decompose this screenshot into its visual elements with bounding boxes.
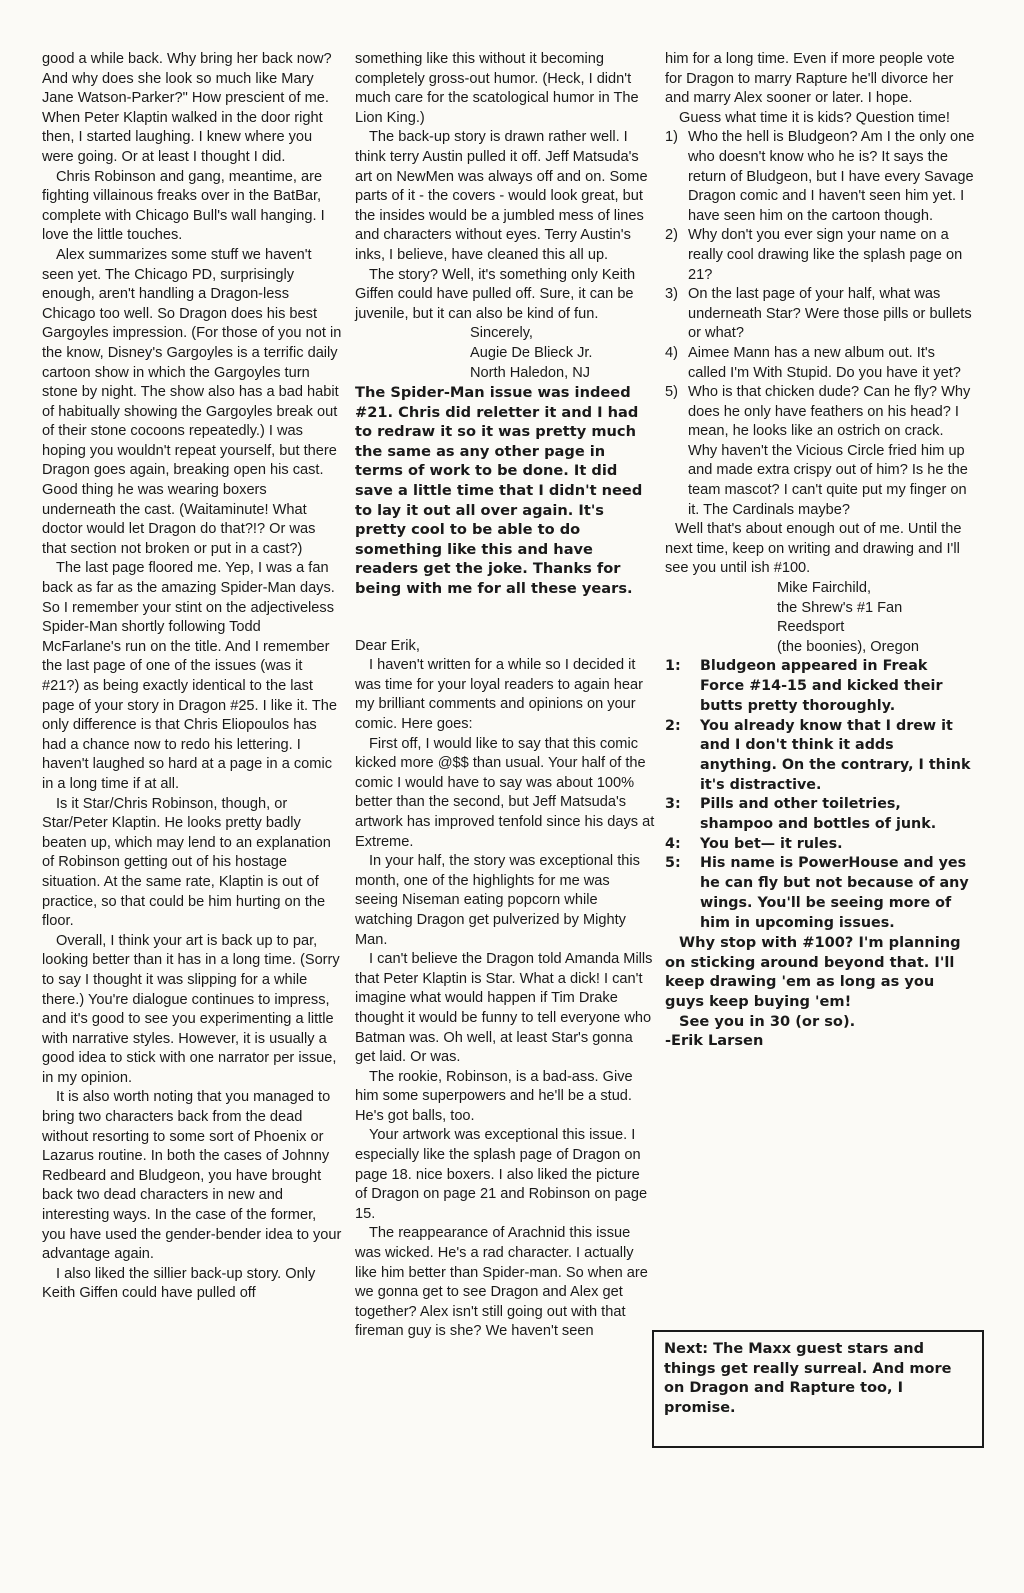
answer-number: 3:: [665, 796, 681, 813]
letter-paragraph: good a while back. Why bring her back now? And why does she look so much like Mary Jane Watson-Parker?" How prescient of me. When Peter Klaptin walked in the door right then, I started laughing. I knew where you were going. Or at least I thought I did.: [42, 51, 332, 165]
question-item: [665, 344, 975, 383]
answer-number: 5:: [665, 855, 681, 872]
letter-paragraph: I can't believe the Dragon told Amanda Mills that Peter Klaptin is Star. What a dick! I can't imagine what would happen if Tim Drake thought it would be funny to tell everyone who Batman was. Oh well, at least Star's gonna get laid. Or was.: [355, 951, 653, 1066]
signature-name: Augie De Blieck Jr.: [470, 344, 593, 361]
question-text: Who is that chicken dude? Can he fly? Why does he only have feathers on his head? I mean, he looks like an ostrich on crack. Why haven't the Vicious Circle fried him up and made extra crispy out of him? Is he the team mascot? I can't quite put my finger on it. The Cardinals maybe?: [688, 384, 971, 518]
answer-text: Pills and other toiletries, shampoo and bottles of junk.: [700, 796, 937, 833]
column-3: [665, 50, 975, 1051]
signature-line: Sincerely,: [470, 325, 533, 342]
signature-location: Reedsport: [777, 619, 845, 636]
answer-text: You bet— it rules.: [700, 835, 843, 852]
letter-paragraph: The reappearance of Arachnid this issue was wicked. He's a rad character. I actually like him better than Spider-man. So when are we gonna get to see Dragon and Alex get together? Alex isn't still going out with that fireman guy is she? We haven't seen: [355, 1225, 648, 1340]
letter-salutation: Dear Erik,: [355, 637, 420, 654]
question-item: [665, 383, 975, 520]
letter-paragraph: Overall, I think your art is back up to par, looking better than it has in a long time. (Sorry to say I thought it was slipping for a while there.) You're dialogue continues to impress, and it's good to see you experimenting a little with narrative styles. However, it is usually a good idea to stick with one narrator per issue, in my opinion.: [42, 932, 340, 1086]
question-text: On the last page of your half, what was underneath Star? Were those pills or bullets or what?: [688, 286, 972, 342]
question-number: 5): [665, 384, 678, 401]
answer-item: [665, 795, 975, 834]
editor-signoff: -Erik Larsen: [665, 1032, 764, 1050]
answer-number: 4:: [665, 835, 681, 852]
editor-reply: The Spider-Man issue was indeed #21. Chris did reletter it and I had to redraw it so it was pretty much the same as any other page in terms of work to be done. It did save a little time that I didn't need to lay it out all over again. It's pretty cool to be able to do something like this and have readers get the joke. Thanks for being with me for all these years.: [355, 384, 643, 598]
letter-paragraph: Well that's about enough out of me. Until the next time, keep on writing and drawing and I'll see you until ish #100.: [665, 521, 962, 577]
column-1: [42, 50, 342, 1304]
question-item: [665, 226, 975, 285]
editor-reply: Why stop with #100? I'm planning on sticking around beyond that. I'll keep drawing 'em as long as you guys keep buying 'em!: [665, 934, 961, 1011]
letter-paragraph: something like this without it becoming completely gross-out humor. (Heck, I didn't much care for the scatological humor in The Lion King.): [355, 51, 639, 126]
answer-text: Bludgeon appeared in Freak Force #14-15 and kicked their butts pretty thoroughly.: [700, 658, 943, 714]
next-issue-text: Next: The Maxx guest stars and things get really surreal. And more on Dragon and Rapture too, I promise.: [664, 1341, 952, 1416]
letter-paragraph: The story? Well, it's something only Keith Giffen could have pulled off. Sure, it can be juvenile, but it can also be kind of fun.: [355, 266, 636, 322]
question-list: [665, 128, 975, 520]
answer-item: [665, 657, 975, 716]
question-text: Aimee Mann has a new album out. It's called I'm With Stupid. Do you have it yet?: [688, 344, 961, 381]
question-text: Why don't you ever sign your name on a really cool drawing like the splash page on 21?: [688, 227, 963, 283]
letter-paragraph: The last page floored me. Yep, I was a fan back as far as the amazing Spider-Man days. So I remember your stint on the adjectiveless Spider-Man shortly following Todd McFarlane's run on the title. And I remember the last page of one of the issues (was it #21?) as being exactly identical to the last page of your story in Dragon #25. I like it. The only difference is that Chris Eliopoulos has had a chance now to redo his lettering. I haven't laughed so hard at a page in a comic in a long time if at all.: [42, 560, 338, 792]
question-item: [665, 128, 975, 226]
answer-number: 2:: [665, 717, 681, 734]
answer-text: His name is PowerHouse and yes he can fly but not because of any wings. You'll be seeing more of him in upcoming issues.: [700, 855, 969, 931]
letter-paragraph: It is also worth noting that you managed to bring two characters back from the dead without resorting to some sort of Phoenix or Lazarus routine. In both the cases of Johnny Redbeard and Bludgeon, you have brought back two dead characters in new and interesting ways. In the case of the former, you have used the gender-bender idea to your advantage again.: [42, 1089, 342, 1263]
next-issue-box: [652, 1330, 984, 1448]
letter-paragraph: The back-up story is drawn rather well. I think terry Austin pulled it off. Jeff Matsuda's art on NewMen was always off and on. Some parts of it - the covers - would look great, but the insides would be a jumbled mess of lines and characters without eyes. Terry Austin's inks, I believe, have cleaned this all up.: [355, 129, 648, 263]
letter-paragraph: him for a long time. Even if more people vote for Dragon to marry Rapture he'll divorce her and marry Alex sooner or later. I hope.: [665, 51, 955, 107]
question-number: 2): [665, 227, 678, 244]
letter-paragraph: First off, I would like to say that this comic kicked more @$$ than usual. Your half of the comic I would have to say was about 100% better than the second, but Jeff Matsuda's artwork has improved tenfold since his days at Extreme.: [355, 735, 655, 850]
answer-item: [665, 717, 975, 796]
letter-paragraph: I also liked the sillier back-up story. Only Keith Giffen could have pulled off: [42, 1265, 316, 1302]
letter-paragraph: I haven't written for a while so I decided it was time for your loyal readers to again hear my brilliant comments and opinions on your comic. Here goes:: [355, 657, 643, 732]
signature-line: the Shrew's #1 Fan: [777, 599, 903, 616]
letter-paragraph: Your artwork was exceptional this issue. I especially like the splash page of Dragon on page 18. nice boxers. I also liked the picture of Dragon on page 21 and Robinson on page 15.: [355, 1127, 648, 1222]
answer-number: 1:: [665, 658, 681, 675]
letter-paragraph: Chris Robinson and gang, meantime, are fighting villainous freaks over in the BatBar, complete with Chicago Bull's wall hanging. I love the little touches.: [42, 168, 325, 244]
question-number: 4): [665, 344, 678, 361]
editor-reply: See you in 30 (or so).: [679, 1012, 856, 1030]
question-number: 3): [665, 286, 678, 303]
answer-text: You already know that I drew it and I don't think it adds anything. On the contrary, I think it's distractive.: [700, 717, 971, 793]
answer-list: [665, 657, 975, 933]
answer-item: [665, 835, 975, 855]
letter-paragraph: Is it Star/Chris Robinson, though, or Star/Peter Klaptin. He looks pretty badly beaten up, which may lend to an explanation of Robinson getting out of his hostage situation. At the same rate, Klaptin is out of practice, so that could be him hurting on the floor.: [42, 795, 331, 930]
letter-paragraph: Guess what time it is kids? Question time!: [679, 109, 950, 126]
question-text: Who the hell is Bludgeon? Am I the only one who doesn't know who he is? It says the return of Bludgeon, but I have every Savage Dragon comic and I haven't seen him yet. I have seen him on the cartoon though.: [688, 129, 975, 224]
column-2: [355, 50, 655, 1342]
signature-location: (the boonies), Oregon: [777, 638, 919, 655]
answer-item: [665, 854, 975, 933]
signature-name: Mike Fairchild,: [777, 580, 872, 597]
letter-paragraph: In your half, the story was exceptional this month, one of the highlights for me was seeing Niseman eating popcorn while watching Dragon get pulverized by Mighty Man.: [355, 853, 640, 948]
question-number: 1): [665, 129, 678, 146]
question-item: [665, 285, 975, 344]
letter-paragraph: Alex summarizes some stuff we haven't seen yet. The Chicago PD, surprisingly enough, aren't handling a Dragon-less Chicago too well. So Dragon does his best Gargoyles impression. (For those of you not in the know, Disney's Gargoyles is a terrific daily cartoon show in which the Gargoyles turn stone by night. The show also has a bad habit of habitually showing the Gargoyles break out of their stone cocoons repeatedly.) I was hoping you wouldn't repeat yourself, but there Dragon goes again, breaking open his cast. Good thing he was wearing boxers underneath the cast. (Waitaminute! What doctor would let Dragon do that?!? Or was that section not broken or put in a cast?): [42, 246, 342, 557]
signature-location: North Haledon, NJ: [470, 364, 591, 381]
letter-paragraph: The rookie, Robinson, is a bad-ass. Give him some superpowers and he'll be a stud. He's got balls, too.: [355, 1068, 633, 1124]
